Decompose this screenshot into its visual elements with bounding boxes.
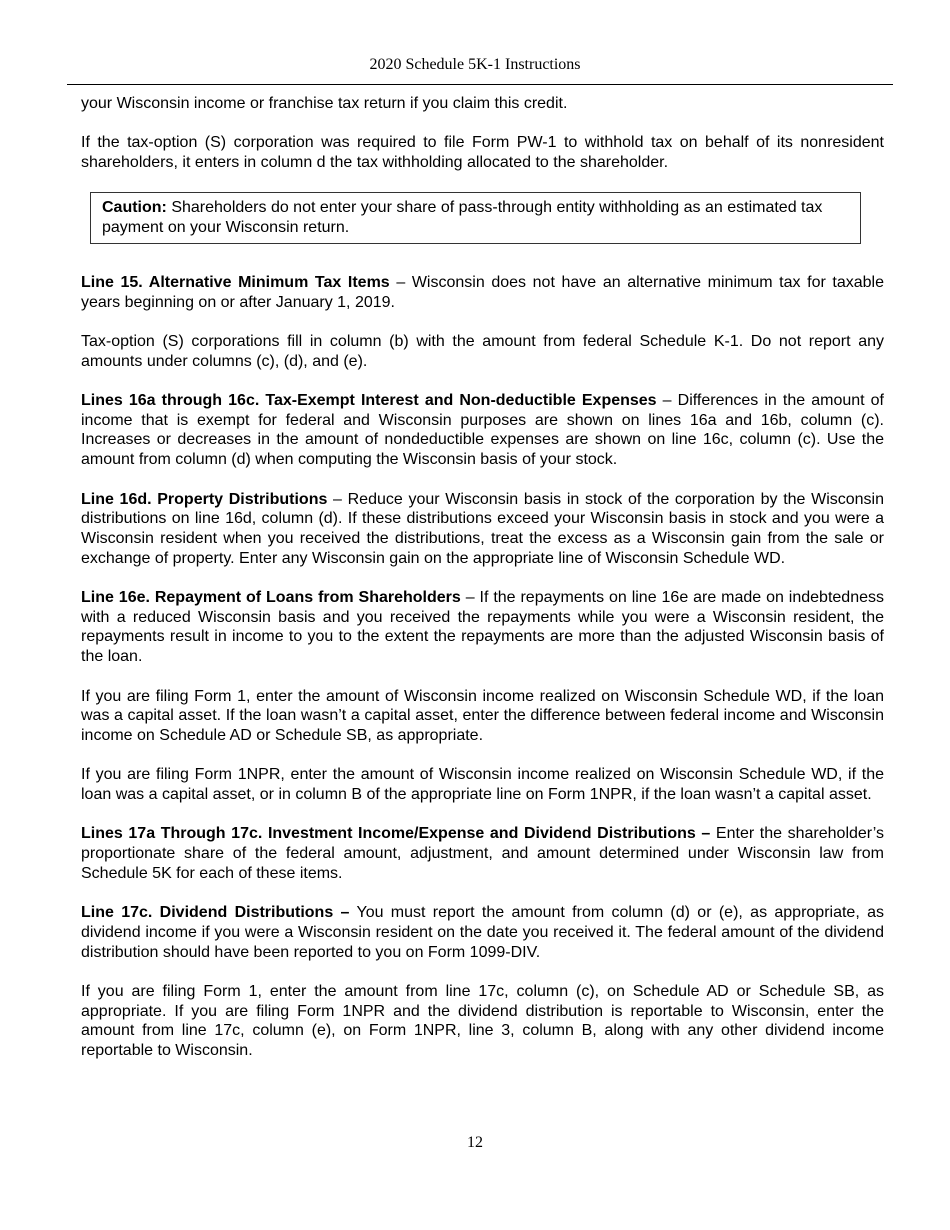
- caution-label: Caution:: [102, 199, 167, 217]
- paragraph-line-17c: [81, 903, 884, 962]
- paragraph-tax-option: Tax-option (S) corporations fill in column (b) with the amount from federal Schedule K-1. Do not report any amounts under columns (c), (d), and (e).: [81, 332, 884, 370]
- caution-box: [90, 192, 861, 243]
- header-rule: [67, 84, 893, 85]
- text-line-16d: – Reduce your Wisconsin basis in stock of the corporation by the Wisconsin distributions on line 16d, column (d). If these distributions exceed your Wisconsin basis in stock and you were a Wisconsin resident when you received the distributions, treat the excess as a Wisconsin gain from the sale or exchange of property. Enter any Wisconsin gain on the appropriate line of Wisconsin Schedule WD.: [81, 490, 885, 567]
- paragraph-dividend-reporting: If you are filing Form 1, enter the amount from line 17c, column (c), on Schedule AD or Schedule SB, as appropriate. If you are filing Form 1NPR and the dividend distribution is reportable to Wisconsin, enter the amount from line 17c, column (e), on Form 1NPR, line 3, column B, along with any other dividend income reportable to Wisconsin.: [81, 983, 884, 1060]
- heading-lines-17a-17c: Lines 17a Through 17c. Investment Income/Expense and Dividend Distributions –: [81, 825, 711, 843]
- caution-text: Shareholders do not enter your share of pass-through entity withholding as an estimated tax payment on your Wisconsin return.: [102, 199, 823, 237]
- heading-lines-16a-16c: Lines 16a through 16c. Tax-Exempt Interest and Non-deductible Expenses: [81, 392, 657, 410]
- text-line-17c: You must report the amount from column (d) or (e), as appropriate, as dividend income if you were a Wisconsin resident on the date you received it. The federal amount of the dividend distribution should have been reported to you on Form 1099-DIV.: [81, 904, 885, 961]
- paragraph-pw1-withholding: If the tax-option (S) corporation was required to file Form PW-1 to withhold tax on behalf of its nonresident shareholders, it enters in column d the tax withholding allocated to the shareholder.: [81, 134, 884, 172]
- paragraph-line-15: [81, 273, 884, 312]
- heading-line-17c: Line 17c. Dividend Distributions –: [81, 904, 350, 922]
- heading-line-16e: Line 16e. Repayment of Loans from Shareholders: [81, 589, 461, 607]
- heading-line-15: Line 15. Alternative Minimum Tax Items: [81, 273, 390, 291]
- paragraph-lines-16a-16c: [81, 391, 884, 470]
- heading-line-16d: Line 16d. Property Distributions: [81, 490, 328, 508]
- text-line-16e: – If the repayments on line 16e are made on indebtedness with a reduced Wisconsin basis and you received the repayments while you were a Wisconsin resident, the repayments result in income to you to the extent the repayments are more than the adjusted Wisconsin basis of the loan.: [81, 589, 884, 666]
- paragraph-form-1npr: If you are filing Form 1NPR, enter the amount of Wisconsin income realized on Wisconsin Schedule WD, if the loan was a capital asset, or in column B of the appropriate line on Form 1NPR, if the loan wasn’t a capital asset.: [81, 766, 884, 804]
- paragraph-line-16e: [81, 588, 884, 667]
- text-lines-16a-16c: – Differences in the amount of income that is exempt for federal and Wisconsin purposes are shown on lines 16a and 16b, column (c). Increases or decreases in the amount of nondeductible expenses are shown on line 16c, column (c). Use the amount from column (d) when computing the Wisconsin basis of your stock.: [81, 392, 885, 469]
- page-header-title: 2020 Schedule 5K-1 Instructions: [369, 56, 581, 73]
- text-lines-17a-17c: Enter the shareholder’s proportionate share of the federal amount, adjustment, and amount determined under Wisconsin law from Schedule 5K for each of these items.: [81, 825, 884, 882]
- paragraph-line-16d: [81, 490, 884, 569]
- paragraph-form-1: If you are filing Form 1, enter the amount of Wisconsin income realized on Wisconsin Schedule WD, if the loan was a capital asset. If the loan wasn’t a capital asset, enter the difference between federal income and Wisconsin income on Schedule AD or Schedule SB, as appropriate.: [81, 687, 884, 744]
- paragraph-lines-17a-17c: [81, 824, 884, 883]
- document-body: [81, 94, 884, 1081]
- page-number: 12: [467, 1134, 483, 1151]
- paragraph-credit-continuation: your Wisconsin income or franchise tax return if you claim this credit.: [81, 95, 568, 112]
- text-line-15: – Wisconsin does not have an alternative minimum tax for taxable years beginning on or after January 1, 2019.: [81, 273, 885, 311]
